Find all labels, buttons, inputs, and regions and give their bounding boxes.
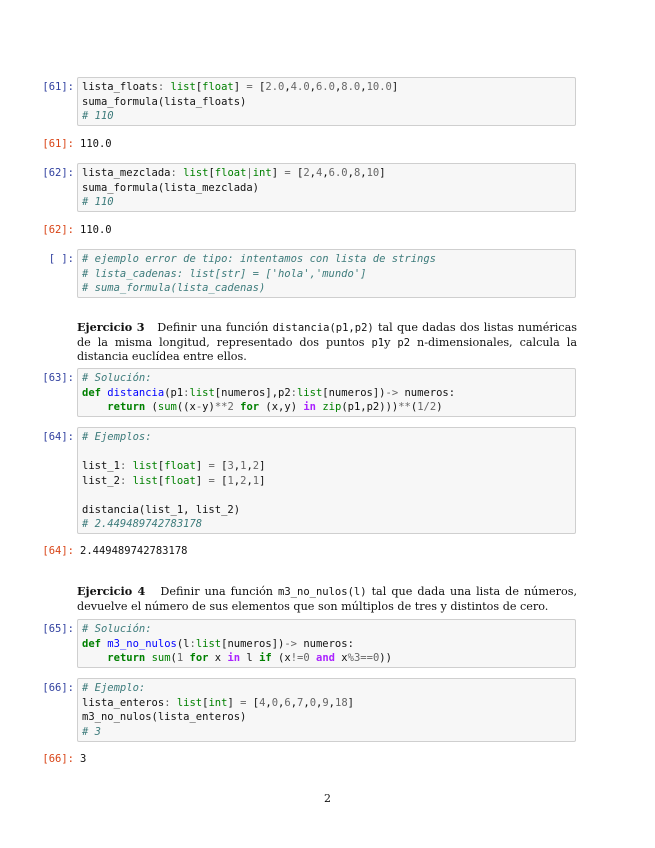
code-comment: # 110: [82, 196, 114, 208]
code-comment: # suma_formula(lista_cadenas): [82, 282, 266, 294]
code-line: list_1: list[float] = [3,1,2]: [82, 460, 266, 472]
cell-output: 110.0: [80, 224, 112, 236]
code-line-blank: [82, 445, 571, 460]
code-comment: # 2.449489742783178: [82, 518, 203, 530]
input-prompt: [63]:: [42, 372, 74, 384]
code-cell[interactable]: [77, 163, 576, 212]
code-cell[interactable]: [77, 427, 576, 534]
code-cell[interactable]: [77, 619, 576, 668]
code-line: def distancia(p1:list[numeros],p2:list[numeros])-> numeros:: [82, 386, 456, 399]
output-prompt: [66]:: [42, 753, 74, 765]
code-cell[interactable]: [77, 368, 576, 417]
code-line-blank: [82, 488, 571, 503]
input-prompt: [61]:: [42, 81, 74, 93]
code-line: distancia(list_1, list_2): [82, 503, 241, 516]
code-line: lista_mezclada: list[float|int] = [2,4,6.0,8,10]: [82, 167, 386, 179]
code-comment: # Solución:: [82, 623, 152, 635]
code-comment: # lista_cadenas: list[str] = ['hola','mundo']: [82, 267, 367, 280]
code-line: m3_no_nulos(lista_enteros): [82, 711, 247, 723]
exercise-title: Ejercicio 4: [77, 584, 146, 598]
input-prompt: [64]:: [42, 431, 74, 443]
exercise-4-statement: Ejercicio 4 Definir una función m3_no_nulos(l) tal que dada una lista de números, devuelve el número de sus elementos que son múltiplos de tres y distintos de cero.: [77, 584, 577, 613]
input-prompt: [ ]:: [48, 253, 74, 265]
code-cell[interactable]: [77, 249, 576, 298]
code-line: return sum(1 for x in l if (x!=0 and x%3==0)): [107, 652, 392, 664]
input-prompt: [65]:: [42, 623, 74, 635]
code-cell[interactable]: [77, 678, 576, 742]
code-comment: # 110: [82, 110, 114, 122]
code-line: list_2: list[float] = [1,2,1]: [82, 474, 266, 487]
code-line: return (sum((x-y)**2 for (x,y) in zip(p1,p2)))**(1/2): [107, 401, 443, 413]
exercise-3-statement: Ejercicio 3 Definir una función distancia(p1,p2) tal que dadas dos listas numéricas de la misma longitud, representado dos puntos p1y p2 n-dimensionales, calcula la distancia euclídea entre ellos.: [77, 320, 577, 364]
code-comment: # 3: [82, 725, 101, 738]
cell-output: 110.0: [80, 138, 112, 150]
code-line: def m3_no_nulos(l:list[numeros])-> numeros:: [82, 637, 354, 650]
cell-output: 2.449489742783178: [80, 545, 188, 557]
input-prompt: [66]:: [42, 682, 74, 694]
code-line: lista_floats: list[float] = [2.0,4.0,6.0,8.0,10.0]: [82, 81, 399, 93]
code-cell[interactable]: [77, 77, 576, 126]
output-prompt: [62]:: [42, 224, 74, 236]
code-line: suma_formula(lista_floats): [82, 95, 247, 108]
output-prompt: [64]:: [42, 545, 74, 557]
code-comment: # Solución:: [82, 372, 152, 384]
code-comment: # Ejemplo:: [82, 682, 146, 694]
code-line: lista_enteros: list[int] = [4,0,6,7,0,9,18]: [82, 696, 354, 709]
code-line: suma_formula(lista_mezclada): [82, 181, 260, 194]
code-comment: # Ejemplos:: [82, 431, 152, 443]
cell-output: 3: [80, 753, 87, 765]
code-comment: # ejemplo error de tipo: intentamos con lista de strings: [82, 253, 437, 265]
page-number: 2: [324, 792, 331, 805]
exercise-title: Ejercicio 3: [77, 320, 145, 334]
input-prompt: [62]:: [42, 167, 74, 179]
output-prompt: [61]:: [42, 138, 74, 150]
